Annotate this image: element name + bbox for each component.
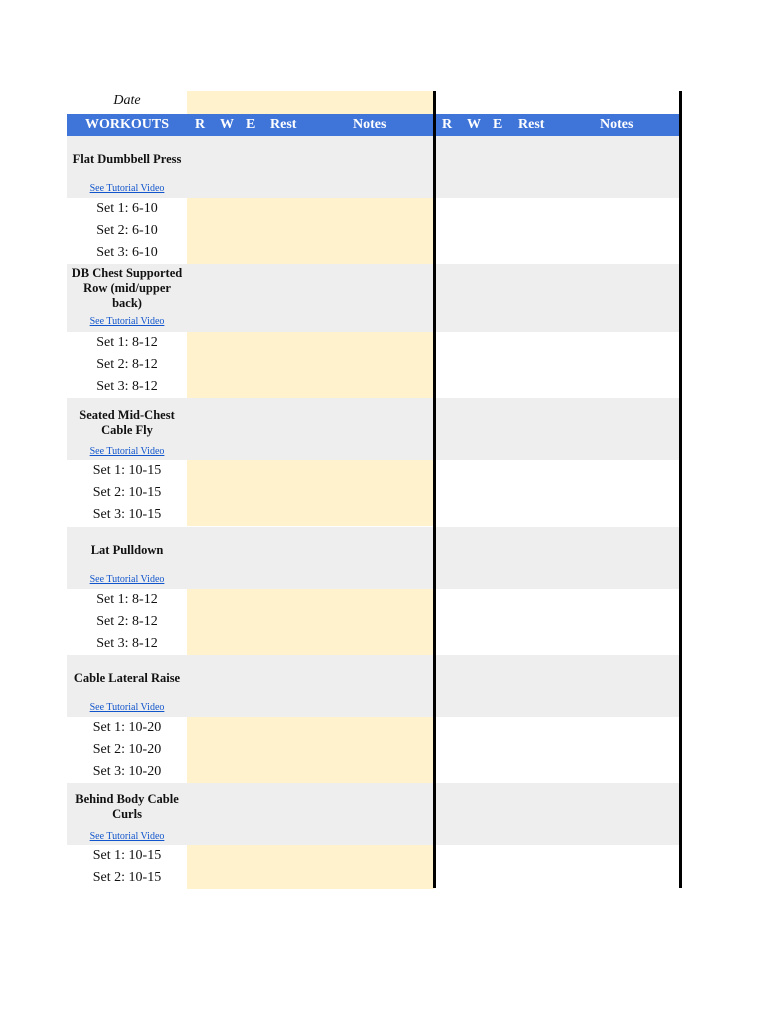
set-input-cell[interactable]	[187, 332, 434, 354]
set-input-cell[interactable]	[187, 482, 434, 504]
set-row	[67, 761, 682, 783]
set-label: Set 1: 8-12	[96, 592, 158, 607]
set-input-cell[interactable]	[187, 589, 434, 611]
header-row	[67, 114, 682, 136]
exercise-name: Cable Lateral Raise	[73, 671, 181, 685]
set-input-cell[interactable]	[187, 845, 434, 867]
set-row	[67, 354, 682, 376]
set-label: Set 2: 8-12	[96, 357, 158, 372]
e-header-2: E	[493, 117, 503, 132]
set-input-cell[interactable]	[187, 504, 434, 526]
set-row	[67, 845, 682, 867]
notes-header-1: Notes	[353, 117, 387, 132]
set-row	[67, 198, 682, 220]
set-input-cell[interactable]	[187, 460, 434, 482]
exercise-name: DB Chest Supported Row (mid/upper back)	[71, 266, 183, 310]
rest-header-1: Rest	[270, 117, 297, 132]
exercise-name: Behind Body Cable Curls	[75, 792, 179, 821]
exercise-name: Seated Mid-Chest Cable Fly	[79, 408, 175, 437]
exercise-name: Lat Pulldown	[90, 543, 164, 557]
set-input-cell[interactable]	[187, 376, 434, 398]
exercise-title-row	[67, 655, 682, 717]
tutorial-link[interactable]: See Tutorial Video	[89, 316, 165, 327]
set-row	[67, 376, 682, 398]
set-label: Set 2: 6-10	[96, 223, 158, 238]
tutorial-link[interactable]: See Tutorial Video	[89, 574, 165, 585]
set-label: Set 2: 8-12	[96, 614, 158, 629]
tutorial-link[interactable]: See Tutorial Video	[89, 831, 165, 842]
set-input-cell[interactable]	[187, 717, 434, 739]
set-label: Set 1: 6-10	[96, 201, 158, 216]
set-row	[67, 220, 682, 242]
set-label: Set 2: 10-20	[92, 742, 162, 757]
tutorial-link[interactable]: See Tutorial Video	[89, 702, 165, 713]
exercise-name: Flat Dumbbell Press	[72, 152, 182, 166]
set-label: Set 3: 10-20	[92, 764, 162, 779]
set-input-cell[interactable]	[187, 633, 434, 655]
set-input-cell[interactable]	[187, 611, 434, 633]
exercise-title-row	[67, 783, 682, 845]
set-row	[67, 460, 682, 482]
exercise-title-row	[67, 264, 682, 332]
r-header-2: R	[442, 117, 453, 132]
set-label: Set 1: 10-20	[92, 720, 162, 735]
set-row	[67, 867, 682, 889]
set-label: Set 1: 10-15	[92, 463, 162, 478]
rest-header-2: Rest	[518, 117, 545, 132]
set-label: Set 2: 10-15	[92, 870, 162, 885]
w-header-1: W	[220, 117, 234, 132]
set-row	[67, 482, 682, 504]
tutorial-link[interactable]: See Tutorial Video	[89, 183, 165, 194]
set-label: Set 3: 8-12	[96, 379, 158, 394]
right-border-line	[679, 91, 682, 888]
exercise-title-row	[67, 398, 682, 460]
set-input-cell[interactable]	[187, 739, 434, 761]
set-input-cell[interactable]	[187, 242, 434, 264]
set-row	[67, 504, 682, 526]
date-row	[67, 91, 682, 114]
set-label: Set 2: 10-15	[92, 485, 162, 500]
set-input-cell[interactable]	[187, 761, 434, 783]
set-row	[67, 242, 682, 264]
set-row	[67, 717, 682, 739]
set-input-cell[interactable]	[187, 867, 434, 889]
notes-header-2: Notes	[600, 117, 634, 132]
date-input-cell[interactable]	[187, 91, 434, 114]
set-label: Set 3: 6-10	[96, 245, 158, 260]
set-input-cell[interactable]	[187, 198, 434, 220]
e-header-1: E	[246, 117, 256, 132]
set-input-cell[interactable]	[187, 354, 434, 376]
set-label: Set 1: 8-12	[96, 335, 158, 350]
w-header-2: W	[467, 117, 481, 132]
set-input-cell[interactable]	[187, 220, 434, 242]
set-row	[67, 611, 682, 633]
date-label: Date	[113, 93, 141, 108]
set-row	[67, 633, 682, 655]
set-row	[67, 332, 682, 354]
tutorial-link[interactable]: See Tutorial Video	[89, 446, 165, 457]
set-label: Set 3: 8-12	[96, 636, 158, 651]
set-label: Set 1: 10-15	[92, 848, 162, 863]
r-header-1: R	[195, 117, 206, 132]
set-row	[67, 589, 682, 611]
week-divider-line	[433, 91, 436, 888]
set-row	[67, 739, 682, 761]
exercise-title-row	[67, 527, 682, 589]
exercise-title-row	[67, 136, 682, 198]
set-label: Set 3: 10-15	[92, 507, 162, 522]
workouts-header: WORKOUTS	[84, 117, 169, 132]
